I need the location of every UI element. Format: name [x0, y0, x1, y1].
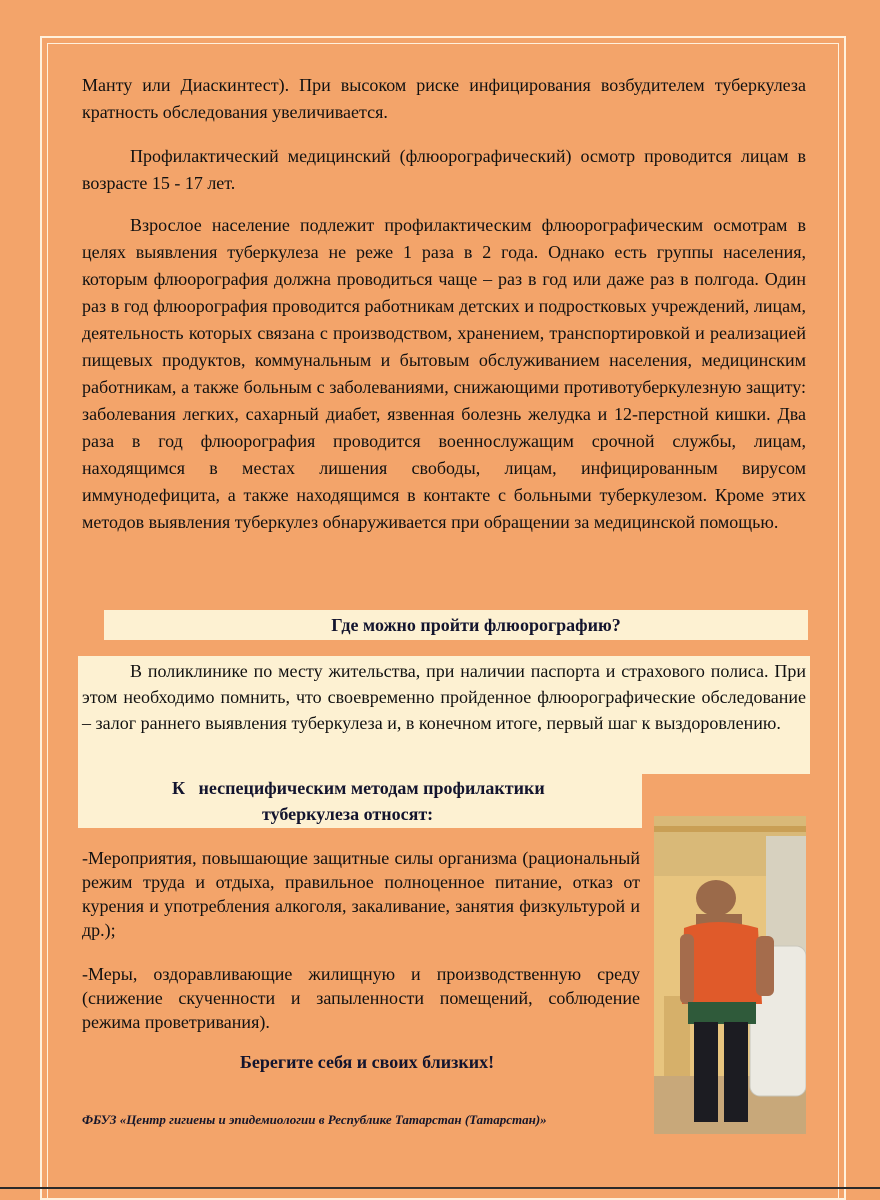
organization-footer: ФБУЗ «Центр гигиены и эпидемиологии в Республике Татарстан (Татарстан)» — [82, 1112, 547, 1127]
nonspecific-heading-line2: туберкулеза относят: — [262, 804, 434, 824]
nonspecific-item-2: -Меры, оздоравливающие жилищную и производственную среду (снижение скученности и запыленности помещений, соблюдение режима проветривания). — [82, 964, 640, 1032]
nonspecific-heading-line1: К неспецифическим методам профилактики — [172, 778, 545, 798]
where-heading: Где можно пройти флюорографию? — [331, 615, 621, 635]
where-body: В поликлинике по месту жительства, при наличии паспорта и страхового полиса. При этом необходимо помнить, что своевременно пройденное флюорографические обследование – залог раннего выявления туберкулеза и, в конечном итоге, первый шаг к выздоровлению. — [82, 661, 806, 733]
bottom-divider — [0, 1187, 880, 1189]
nonspecific-item-1: -Мероприятия, повышающие защитные силы организма (рациональный режим труда и отдыха, правильное полноценное питание, отказ от курения и употребления алкоголя, закаливание, занятия физкультурой и др.); — [82, 848, 640, 940]
closing-call: Берегите себя и своих близких! — [240, 1052, 495, 1072]
paragraph-adult-population: Взрослое население подлежит профилактическим флюорографическим осмотрам в целях выявления туберкулеза не реже 1 раза в 2 года. Однако есть группы населения, которым флюорография должна проводиться чаще – раз в год или даже раз в полгода. Один раз в год флюорография проводится работникам детских и подростковых учреждений, лицам, деятельность которых связана с производством, хранением, транспортировкой и реализацией пищевых продуктов, коммунальным и бытовым обслуживанием населения, медицинским работникам, а также больным с заболеваниями, снижающими противотуберкулезную защиту: заболевания легких, сахарный диабет, язвенная болезнь желудка и 12-перстной кишки. Два раза в год флюорография проводится военнослужащим срочной службы, лицам, находящимся в местах лишения свободы, лицам, инфицированным вирусом иммунодефицита, а также находящимся в контакте с больными туберкулезом. Кроме этих методов выявления туберкулез обнаруживается при обращении за медицинской помощью. — [82, 215, 806, 532]
photo-illustration — [654, 816, 806, 1134]
fluorography-patient-photo — [654, 816, 806, 1134]
where-heading-bar — [104, 610, 808, 640]
paragraph-age-15-17: Профилактический медицинский (флюорографический) осмотр проводится лицам в возрасте 15 - 17 лет. — [82, 146, 806, 193]
paragraph-mantoux-continuation: Манту или Диаскинтест). При высоком риске инфицирования возбудителем туберкулеза кратность обследования увеличивается. — [82, 75, 806, 122]
